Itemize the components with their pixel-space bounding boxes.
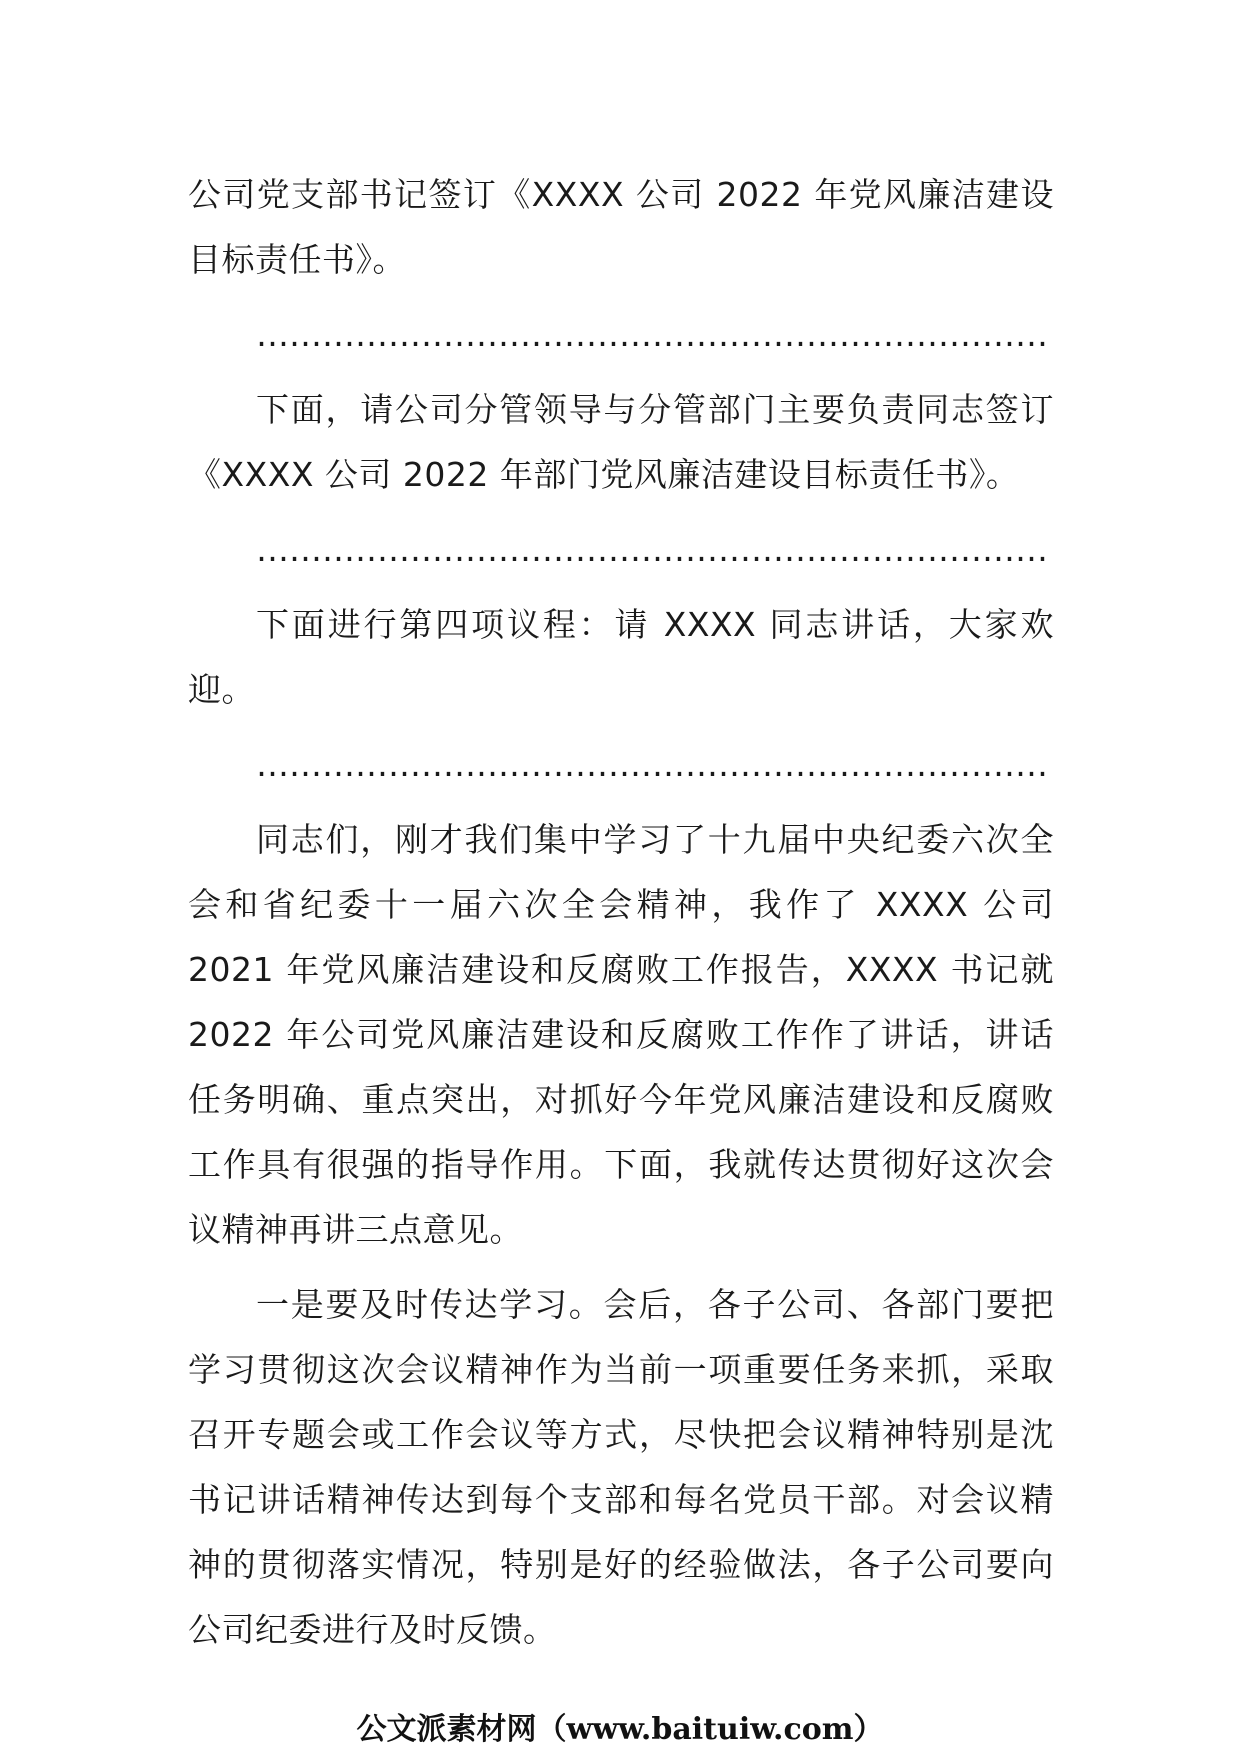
- paragraph-3: 下面进行第四项议程：请 XXXX 同志讲话，大家欢迎。: [188, 605, 1054, 709]
- ellipsis-divider-3: ………………………………………………………………: [256, 745, 1048, 784]
- paragraph-4: 同志们，刚才我们集中学习了十九届中央纪委六次全会和省纪委十一届六次全会精神，我作了 XXXX 公司 2021 年党风廉洁建设和反腐败工作报告，XXXX 书记就 2022 年公司党风廉洁建设和反腐败工作作了讲话，讲话任务明确、重点突出，对抓好今年党风廉洁建设和反腐败工作具有很强的指导作用。下面，我就传达贯彻好这次会议精神再讲三点意见。: [188, 820, 1054, 1249]
- paragraph-1: 公司党支部书记签订《XXXX 公司 2022 年党风廉洁建设目标责任书》。: [188, 175, 1054, 279]
- paragraph-2: 下面，请公司分管领导与分管部门主要负责同志签订《XXXX 公司 2022 年部门党风廉洁建设目标责任书》。: [188, 390, 1054, 494]
- ellipsis-divider-1: ………………………………………………………………: [256, 315, 1048, 354]
- ellipsis-divider-2: ………………………………………………………………: [256, 530, 1048, 569]
- footer-watermark: 公文派素材网（www.baituiw.com）: [356, 1712, 884, 1747]
- paragraph-5: 一是要及时传达学习。会后，各子公司、各部门要把学习贯彻这次会议精神作为当前一项重要任务来抓，采取召开专题会或工作会议等方式，尽快把会议精神特别是沈书记讲话精神传达到每个支部和每名党员干部。对会议精神的贯彻落实情况，特别是好的经验做法，各子公司要向公司纪委进行及时反馈。: [188, 1285, 1054, 1649]
- document-body: [188, 162, 1054, 1672]
